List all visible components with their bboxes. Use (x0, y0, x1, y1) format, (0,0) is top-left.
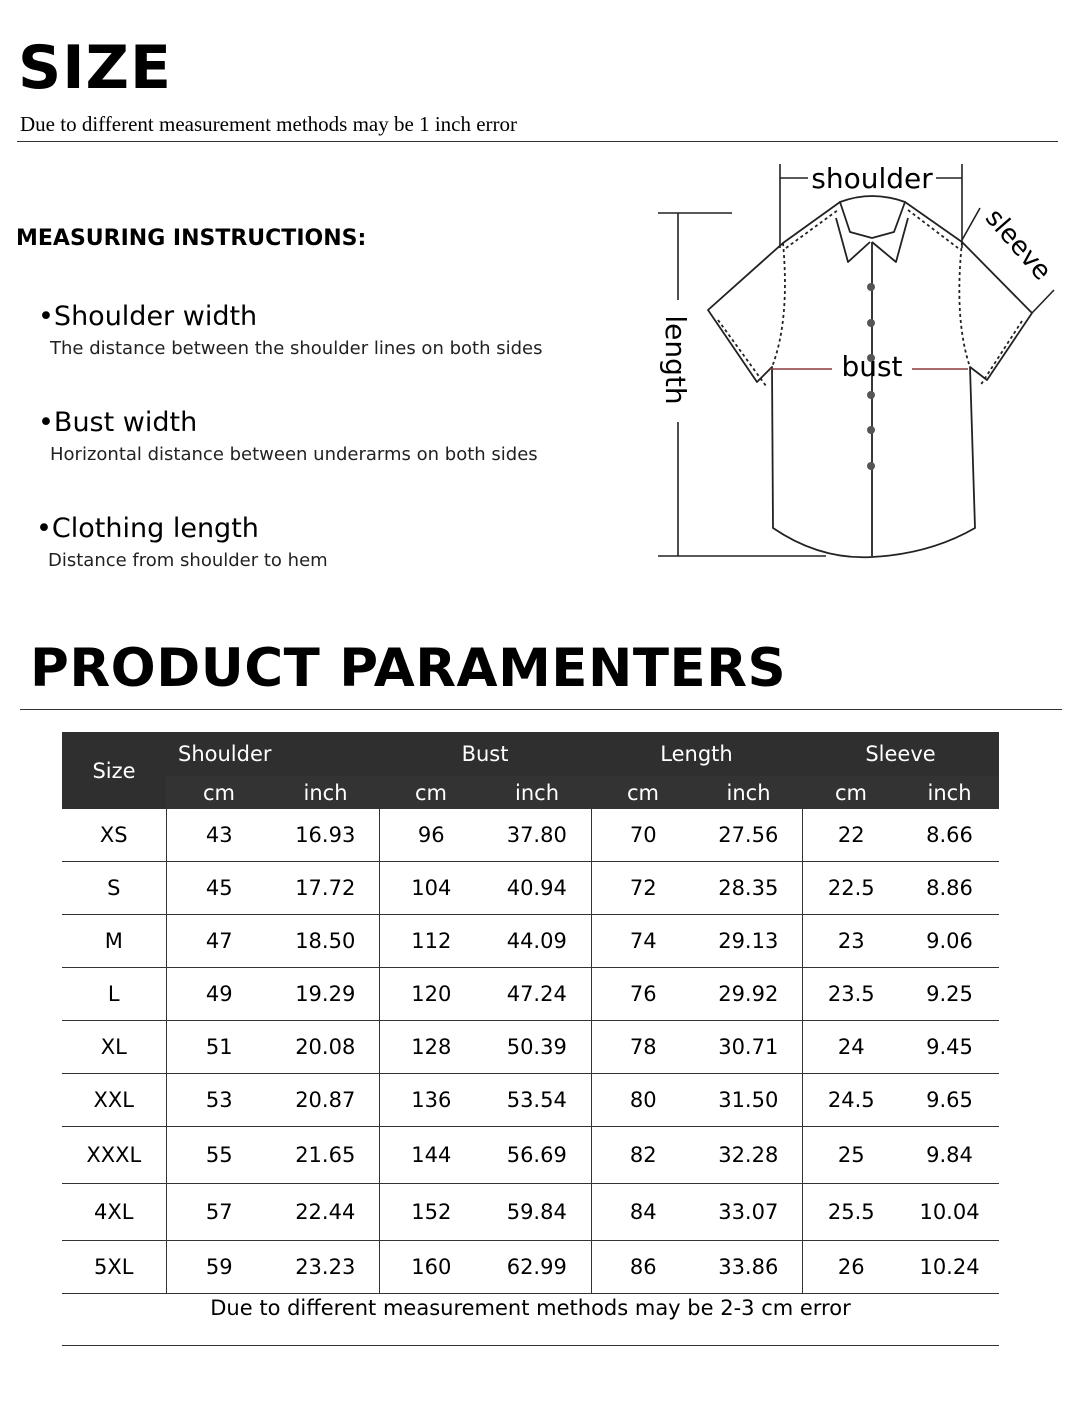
unit-header: inch (272, 776, 379, 809)
value-cell: 29.92 (695, 968, 802, 1021)
value-cell: 112 (379, 915, 483, 968)
size-cell: 5XL (62, 1241, 166, 1294)
value-cell: 120 (379, 968, 483, 1021)
value-cell: 20.87 (272, 1074, 379, 1127)
value-cell: 16.93 (272, 809, 379, 862)
table-row (62, 968, 999, 1021)
value-cell: 50.39 (483, 1021, 591, 1074)
value-cell: 9.84 (900, 1127, 999, 1184)
table-row (62, 862, 999, 915)
params-title: PRODUCT PARAMENTERS (30, 638, 787, 699)
unit-header: inch (900, 776, 999, 809)
value-cell: 59.84 (483, 1184, 591, 1241)
value-cell: 23.23 (272, 1241, 379, 1294)
unit-header: cm (591, 776, 695, 809)
value-cell: 10.04 (900, 1184, 999, 1241)
length-header: Length (591, 732, 802, 776)
value-cell: 22 (802, 809, 900, 862)
size-cell: XS (62, 809, 166, 862)
value-cell: 96 (379, 809, 483, 862)
value-cell: 72 (591, 862, 695, 915)
value-cell: 152 (379, 1184, 483, 1241)
clothing-length-title: •Clothing length (36, 513, 259, 544)
unit-header: cm (379, 776, 483, 809)
size-cell: 4XL (62, 1184, 166, 1241)
table-row (62, 1241, 999, 1294)
value-cell: 17.72 (272, 862, 379, 915)
value-cell: 9.25 (900, 968, 999, 1021)
divider (20, 709, 1062, 710)
value-cell: 80 (591, 1074, 695, 1127)
instructions-title: MEASURING INSTRUCTIONS: (16, 226, 367, 251)
value-cell: 57 (166, 1184, 272, 1241)
value-cell: 104 (379, 862, 483, 915)
sleeve-label: sleeve (979, 203, 1057, 287)
value-cell: 84 (591, 1184, 695, 1241)
table-row (62, 915, 999, 968)
size-cell: XL (62, 1021, 166, 1074)
size-cell: L (62, 968, 166, 1021)
value-cell: 144 (379, 1127, 483, 1184)
table-row (62, 1074, 999, 1127)
value-cell: 47 (166, 915, 272, 968)
value-cell: 40.94 (483, 862, 591, 915)
size-cell: XXXL (62, 1127, 166, 1184)
page-title: SIZE (18, 33, 173, 103)
unit-header: inch (483, 776, 591, 809)
value-cell: 32.28 (695, 1127, 802, 1184)
value-cell: 82 (591, 1127, 695, 1184)
value-cell: 31.50 (695, 1074, 802, 1127)
value-cell: 9.06 (900, 915, 999, 968)
clothing-length-desc: Distance from shoulder to hem (48, 550, 328, 571)
value-cell: 136 (379, 1074, 483, 1127)
value-cell: 29.13 (695, 915, 802, 968)
value-cell: 43 (166, 809, 272, 862)
bust-header: Bust (379, 732, 591, 776)
value-cell: 20.08 (272, 1021, 379, 1074)
value-cell: 49 (166, 968, 272, 1021)
value-cell: 22.5 (802, 862, 900, 915)
value-cell: 28.35 (695, 862, 802, 915)
value-cell: 19.29 (272, 968, 379, 1021)
table-row (62, 1127, 999, 1184)
bust-label: bust (841, 350, 903, 383)
value-cell: 86 (591, 1241, 695, 1294)
value-cell: 56.69 (483, 1127, 591, 1184)
shirt-diagram (640, 150, 1072, 570)
value-cell: 23 (802, 915, 900, 968)
value-cell: 21.65 (272, 1127, 379, 1184)
value-cell: 27.56 (695, 809, 802, 862)
divider (62, 1345, 999, 1346)
value-cell: 26 (802, 1241, 900, 1294)
error-note: Due to different measurement methods may be 2-3 cm error (210, 1296, 851, 1320)
value-cell: 23.5 (802, 968, 900, 1021)
value-cell: 9.45 (900, 1021, 999, 1074)
value-cell: 33.86 (695, 1241, 802, 1294)
shoulder-width-desc: The distance between the shoulder lines on both sides (50, 338, 543, 359)
value-cell: 45 (166, 862, 272, 915)
size-header: Size (62, 732, 166, 809)
value-cell: 53 (166, 1074, 272, 1127)
value-cell: 18.50 (272, 915, 379, 968)
size-cell: XXL (62, 1074, 166, 1127)
unit-header: cm (802, 776, 900, 809)
value-cell: 76 (591, 968, 695, 1021)
value-cell: 44.09 (483, 915, 591, 968)
value-cell: 30.71 (695, 1021, 802, 1074)
sleeve-header: Sleeve (802, 732, 999, 776)
divider (17, 141, 1058, 142)
table-row (62, 809, 999, 862)
value-cell: 128 (379, 1021, 483, 1074)
shoulder-width-title: •Shoulder width (38, 301, 258, 332)
shoulder-label: shoulder (811, 162, 933, 195)
value-cell: 62.99 (483, 1241, 591, 1294)
length-label: length (659, 315, 692, 405)
value-cell: 9.65 (900, 1074, 999, 1127)
value-cell: 51 (166, 1021, 272, 1074)
measurement-note: Due to different measurement methods may be 1 inch error (20, 112, 518, 136)
value-cell: 37.80 (483, 809, 591, 862)
bust-width-title: •Bust width (38, 407, 198, 438)
table-row (62, 1184, 999, 1241)
value-cell: 24 (802, 1021, 900, 1074)
value-cell: 74 (591, 915, 695, 968)
value-cell: 24.5 (802, 1074, 900, 1127)
value-cell: 25.5 (802, 1184, 900, 1241)
size-cell: M (62, 915, 166, 968)
value-cell: 160 (379, 1241, 483, 1294)
value-cell: 33.07 (695, 1184, 802, 1241)
value-cell: 25 (802, 1127, 900, 1184)
value-cell: 53.54 (483, 1074, 591, 1127)
unit-header: inch (695, 776, 802, 809)
bust-width-desc: Horizontal distance between underarms on both sides (50, 444, 538, 465)
size-table (62, 732, 999, 1294)
value-cell: 70 (591, 809, 695, 862)
unit-header: cm (166, 776, 272, 809)
value-cell: 59 (166, 1241, 272, 1294)
table-row (62, 1021, 999, 1074)
value-cell: 55 (166, 1127, 272, 1184)
value-cell: 22.44 (272, 1184, 379, 1241)
value-cell: 78 (591, 1021, 695, 1074)
value-cell: 10.24 (900, 1241, 999, 1294)
shoulder-header: Shoulder (166, 732, 379, 776)
value-cell: 8.86 (900, 862, 999, 915)
size-cell: S (62, 862, 166, 915)
value-cell: 8.66 (900, 809, 999, 862)
value-cell: 47.24 (483, 968, 591, 1021)
